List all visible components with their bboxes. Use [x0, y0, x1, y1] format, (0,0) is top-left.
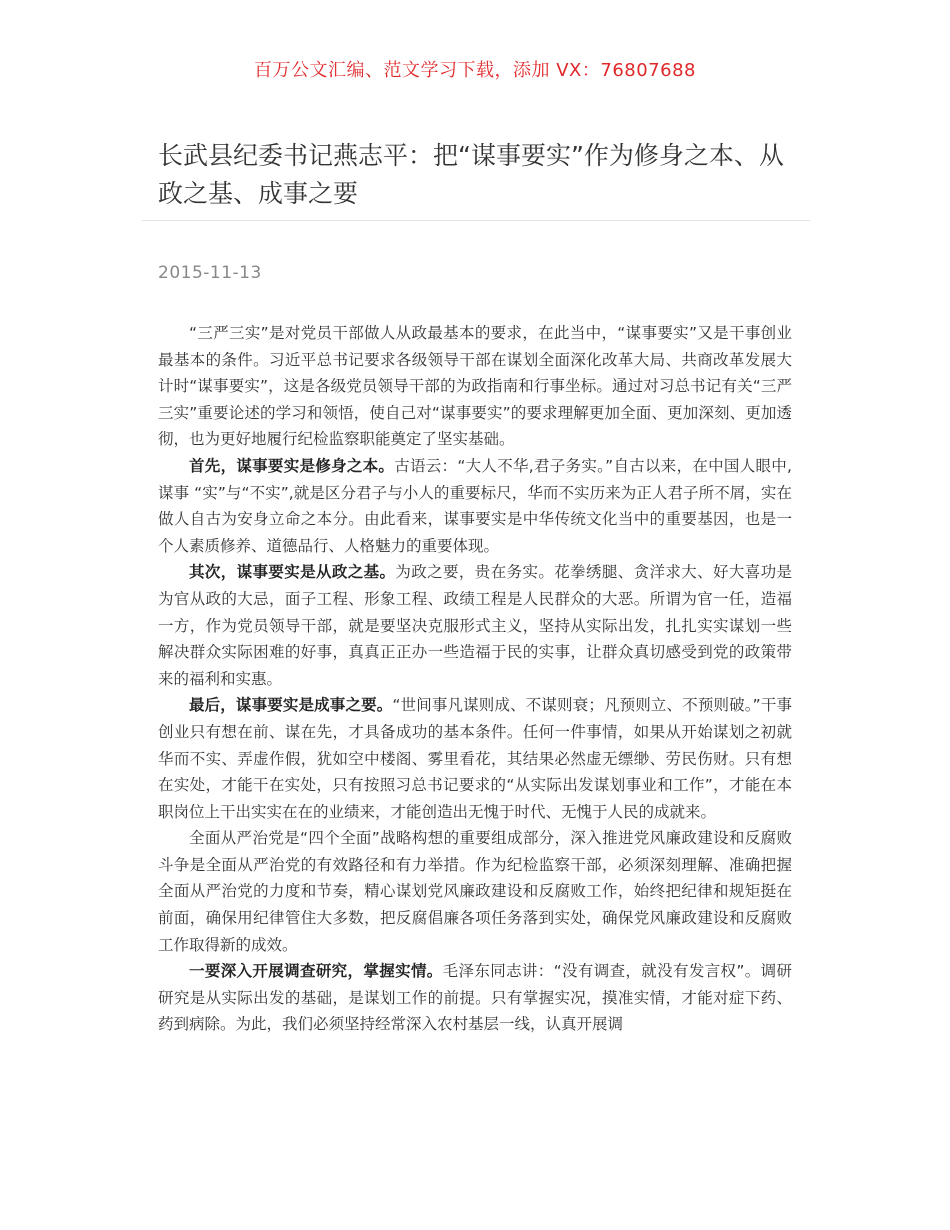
paragraph-lead: 首先，谋事要实是修身之本。: [189, 456, 395, 475]
paragraph-text: 全面从严治党是“四个全面”战略构想的重要组成部分，深入推进党风廉政建设和反腐败斗争是全面从严治党的有效路径和有力举措。作为纪检监察干部，必须深刻理解、准确把握全面从严治党的力度和节奏，精心谋划党风廉政建设和反腐败工作，始终把纪律和规矩挺在前面，确保用纪律管住大多数，把反腐倡廉各项任务落到实处，确保党风廉政建设和反腐败工作取得新的成效。: [158, 829, 792, 954]
article-body: [158, 320, 792, 1038]
promo-banner: 百万公文汇编、范文学习下载，添加 VX：76807688: [254, 60, 696, 81]
paragraph: [158, 958, 792, 1038]
title-divider: [142, 220, 810, 221]
paragraph-lead: 最后，谋事要实是成事之要。: [189, 696, 393, 715]
paragraph: [158, 559, 792, 692]
paragraph-text: 为政之要，贵在务实。花拳绣腿、贪洋求大、好大喜功是为官从政的大忌，面子工程、形象工程、政绩工程是人民群众的大恶。所谓为官一任，造福一方，作为党员领导干部，就是要坚决克服形式主义，坚持从实际出发，扎扎实实谋划一些解决群众实际困难的好事，真真正正办一些造福于民的实事，让群众真切感受到党的政策带来的福利和实惠。: [158, 563, 792, 688]
paragraph-text: 古语云：“大人不华,君子务实。”自古以来，在中国人眼中,谋事 “实”与“不实”,就是区分君子与小人的重要标尺，华而不实历来为正人君子所不屑，实在做人自古为安身立命之本分。由此看来，谋事要实是中华传统文化当中的重要基因，也是一个人素质修养、道德品行、人格魅力的重要体现。: [158, 456, 792, 555]
paragraph-lead: 一要深入开展调查研究，掌握实情。: [189, 962, 443, 981]
paragraph: [158, 825, 792, 958]
paragraph-text: “世间事凡谋则成、不谋则衰；凡预则立、不预则破。”干事创业只有想在前、谋在先，才具备成功的基本条件。任何一件事情，如果从开始谋划之初就华而不实、弄虚作假，犹如空中楼阁、雾里看花，其结果必然虚无缥缈、劳民伤财。只有想在实处，才能干在实处，只有按照习总书记要求的“从实际出发谋划事业和工作”，才能在本职岗位上干出实实在在的业绩来，才能创造出无愧于时代、无愧于人民的成就来。: [158, 696, 792, 821]
publish-date: 2015-11-13: [158, 263, 262, 283]
paragraph-lead: 其次，谋事要实是从政之基。: [189, 563, 396, 582]
article-title: 长武县纪委书记燕志平：把“谋事要实”作为修身之本、从政之基、成事之要: [158, 141, 784, 208]
paragraph: [158, 320, 792, 453]
paragraph: [158, 692, 792, 825]
paragraph: [158, 453, 792, 559]
paragraph-text: “三严三实”是对党员干部做人从政最基本的要求，在此当中，“谋事要实”又是干事创业最基本的条件。习近平总书记要求各级领导干部在谋划全面深化改革大局、共商改革发展大计时“谋事要实”，这是各级党员领导干部的为政指南和行事坐标。通过对习总书记有关“三严三实”重要论述的学习和领悟，使自己对“谋事要实”的要求理解更加全面、更加深刻、更加透彻，也为更好地履行纪检监察职能奠定了坚实基础。: [158, 324, 792, 449]
paragraph-text: 毛泽东同志讲：“没有调查，就没有发言权”。调研研究是从实际出发的基础，是谋划工作的前提。只有掌握实况，摸准实情，才能对症下药、药到病除。为此，我们必须坚持经常深入农村基层一线，认真开展调: [158, 962, 792, 1034]
